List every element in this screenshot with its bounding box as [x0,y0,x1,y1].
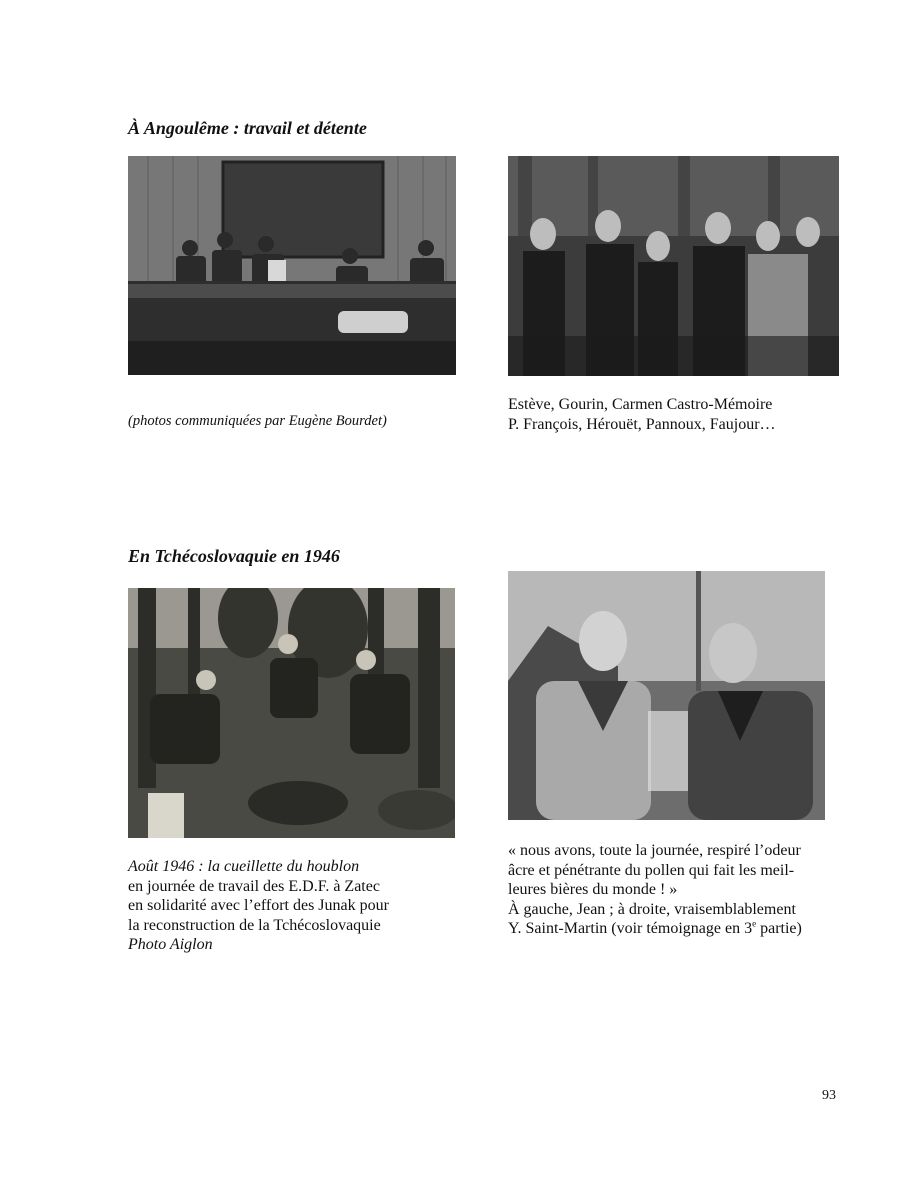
section-heading-tchecoslovaquie: En Tchécoslovaquie en 1946 [128,546,340,566]
caption-line: en solidarité avec l’effort des Junak pour [128,897,389,914]
scouts-portrait-photo [508,571,825,820]
caption-photo-credit: Photo Aiglon [128,936,213,953]
caption-angouleme-names [508,395,776,434]
superscript: e [752,918,757,929]
page-number: 93 [822,1088,836,1103]
caption-line: Estève, Gourin, Carmen Castro-Mémoire [508,396,773,413]
caption-line: P. François, Hérouët, Pannoux, Faujour… [508,415,776,433]
caption-line: « nous avons, toute la journée, respiré l’odeur [508,842,801,859]
caption-text: Y. Saint-Martin (voir témoignage en 3 [508,920,753,937]
hop-harvest-photo [128,588,455,838]
photo-credit: (photos communiquées par Eugène Bourdet) [128,413,387,429]
caption-line: âcre et pénétrante du pollen qui fait les meil- [508,861,795,879]
caption-title: Août 1946 : la cueillette du houblon [128,858,360,875]
group-portrait-photo [508,156,839,376]
classroom-photo [128,156,456,375]
caption-hop-harvest [128,857,389,955]
caption-line: À gauche, Jean ; à droite, vraisemblablement [508,900,796,918]
caption-line-with-superscript [508,919,802,939]
caption-line: leures bières du monde ! » [508,881,678,898]
caption-scouts-quote [508,841,802,939]
section-heading-angouleme: À Angoulême : travail et détente [128,118,367,138]
caption-line: en journée de travail des E.D.F. à Zatec [128,877,380,895]
caption-line: la reconstruction de la Tchécoslovaquie [128,916,381,934]
caption-text: partie) [756,920,802,937]
